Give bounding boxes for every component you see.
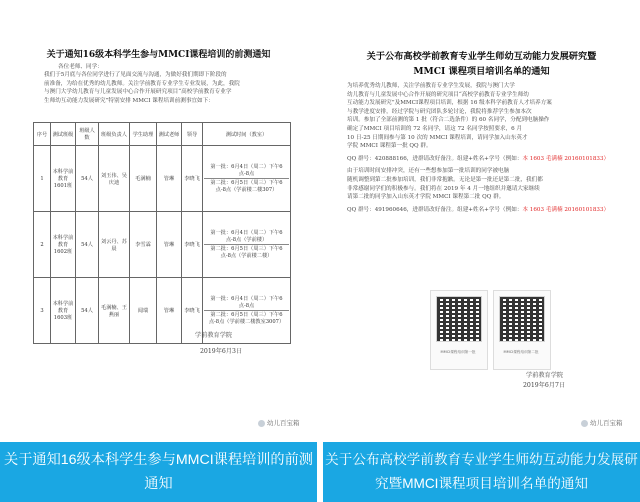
th-time: 测试时间（教室） [203,123,291,146]
cell-assistant: 闻瑞 [130,278,157,344]
left-body-line: 前准备，为给在优秀的幼儿教师。关注学前教育专业学生专业发展，为此，我院 [44,80,240,87]
cell-no: 3 [34,278,51,344]
right-body2-line: 请第二批的同学加入山东英才学院 MMCI 课程第二批 QQ 群。 [347,194,505,201]
left-watermark [258,418,300,427]
cell-count: 54人 [76,212,99,278]
left-date: 2019年6月3日 [200,348,243,355]
left-body-line: 与澳门大学幼儿教育与儿童发展中心合作开展研究项目“高校学前教育专业学 [44,89,232,96]
right-body-line: 幼儿教育与儿童发展中心合作开展的研究项目“高校学前教育专业学生师幼 [347,91,529,98]
left-signature: 学前教育学院 [195,332,233,339]
right-body-line: 为培养优秀幼儿教师，关注学前教育专业学生发展，我院与澳门大学 [347,83,515,89]
right-date: 2019年6月7日 [523,382,566,389]
qr-code-1-icon [436,296,482,342]
sched-line: 第一批：6月4日（周二）下午6点-8点（学前楼） [204,229,289,245]
cell-teacher: 管琳 [157,146,182,212]
right-body-line: 培训。参加了全部前测的第 1 批（符合二选条件）的 60 名同学，分配到电脑操作 [347,117,550,124]
right-body2-line: 由于培训时间安排冲突，还有一些想参加第一批培训的同学被电脑 [347,168,510,175]
right-watermark [581,418,623,427]
right-signature: 学前教育学院 [526,372,564,379]
th-count: 班级人数 [76,123,99,146]
cell-leader: 毛满楠、王燕丽 [99,278,130,344]
watermark-logo-icon [581,420,588,427]
qr-code-2-icon [499,296,545,342]
th-class: 测试班级 [51,123,76,146]
right-body-line: 确定了MMCI 项目培训的 72 名同学，请这 72 名同学按照要求，6 月 [347,125,523,132]
cell-lead: 李晓飞 [182,212,203,278]
cell-count: 54人 [76,278,99,344]
cell-leader: 刘玉伟、吴庆迪 [99,146,130,212]
cell-time [203,146,291,212]
cell-count: 54人 [76,146,99,212]
th-assistant: 学生助理 [130,123,157,146]
th-leader: 班级负责人 [99,123,130,146]
sched-line: 第二批：6月5日（周三）下午6点-8点（学前楼二楼教室3007） [208,312,285,325]
qr-caption-1: MMCI课程培训第一批 [440,350,476,354]
left-article-card[interactable] [0,0,317,502]
sched-line: 第二批：6月5日（周三）下午6点-8点（学前楼二楼） [210,246,283,259]
sched-line: 第一批：6月4日（周二）下午6点-8点 [204,163,289,179]
right-doc-title-line1: 关于公布高校学前教育专业学生师幼互动能力发展研究暨 [366,51,597,62]
cell-no: 2 [34,212,51,278]
cell-class: 本科学前教育1601班 [51,146,76,212]
right-body2-line: 随机调整到第二批参加培训，我们非常抱歉。无论是第一批还是第二批，我们都 [347,176,543,183]
left-schedule-table [33,122,291,344]
left-doc-title: 关于通知16级本科学生参与MMCI课程培训的前测通知 [46,50,271,60]
left-caption[interactable]: 关于通知16级本科学生参与MMCI课程培训的前测通知 [0,442,317,502]
watermark-text: 幼儿百宝箱 [267,420,300,427]
right-doc-title-line2: MMCI 课程项目培训名单的通知 [413,66,550,77]
cell-lead: 李晓飞 [182,146,203,212]
right-body [347,82,617,214]
cell-teacher: 管琳 [157,212,182,278]
th-teacher: 测试老师 [157,123,182,146]
cell-class: 本科学前教育1602班 [51,212,76,278]
cell-class: 本科学前教育1603班 [51,278,76,344]
cell-lead: 李晓飞 [182,278,203,344]
cell-leader: 刘云丹、苏晨 [99,212,130,278]
right-body-line: 与教学进度安排，经过学院与研究团队多轮讨论，我院将推荐学生参加本次 [347,108,532,115]
cell-assistant: 毛满楠 [130,146,157,212]
qq1-example: 本 1603 毛满楠 20160101833） [522,155,610,162]
left-body-line: 我们于5月底与各位同学进行了见面交流与沟通，为做好我们期即下阶段的 [44,72,227,78]
right-doc-title [331,49,632,79]
right-caption[interactable]: 关于公布高校学前教育专业学生师幼互动能力发展研究暨MMCI课程项目培训名单的通知 [323,442,640,502]
table-row [34,146,291,212]
right-body-line: 10 日-25 日期间参与第 10 次的 MMCI 课程培训，请同学加入山东英才 [347,134,528,141]
th-lead: 领导 [182,123,203,146]
table-row [34,278,291,344]
table-header-row [34,123,291,146]
left-body [44,71,294,105]
cell-teacher: 管琳 [157,278,182,344]
cell-assistant: 李雪霖 [130,212,157,278]
right-body-line: 互动能力发展研究”及MMCI课程项目培训，根据 16 级本科学前教育人才培养方案 [347,100,552,107]
qq2-example: 本 1603 毛满楠 20160101833） [522,206,610,213]
right-body-line: 学院 MMCI 课程第一批 QQ 群。 [347,143,432,150]
cell-time [203,212,291,278]
right-body2-line: 非常感谢同学们的积极参与。我们将在 2019 年 4 月一地组织并邀请大家继续 [347,185,540,192]
sched-line: 第二批：6月5日（周三）下午6点-8点（学前楼二楼307） [210,180,283,193]
left-greeting: 各位老师、同学： [58,64,103,70]
qq-group-2: QQ 群号：491960646，进群请改好备注。组建+姓名+学号（例如：本 1603 毛满楠 20160101833） [347,206,610,213]
sched-line: 第一批：6月4日（周二）下午6点-8点 [204,295,289,311]
right-article-card[interactable] [323,0,640,502]
qr-caption-2: MMCI课程培训第二批 [503,350,539,354]
qq-group-1: QQ 群号：420888166，进群请改好备注。组建+姓名+学号（例如：本 1603 毛满楠 20160101833） [347,155,610,162]
watermark-logo-icon [258,420,265,427]
cell-no: 1 [34,146,51,212]
th-no: 序号 [34,123,51,146]
watermark-text: 幼儿百宝箱 [590,420,623,427]
left-body-line: 生师幼互动能力发展研究”特别安排 MMCI 课程培训前测事宜如下： [44,97,214,104]
table-row [34,212,291,278]
